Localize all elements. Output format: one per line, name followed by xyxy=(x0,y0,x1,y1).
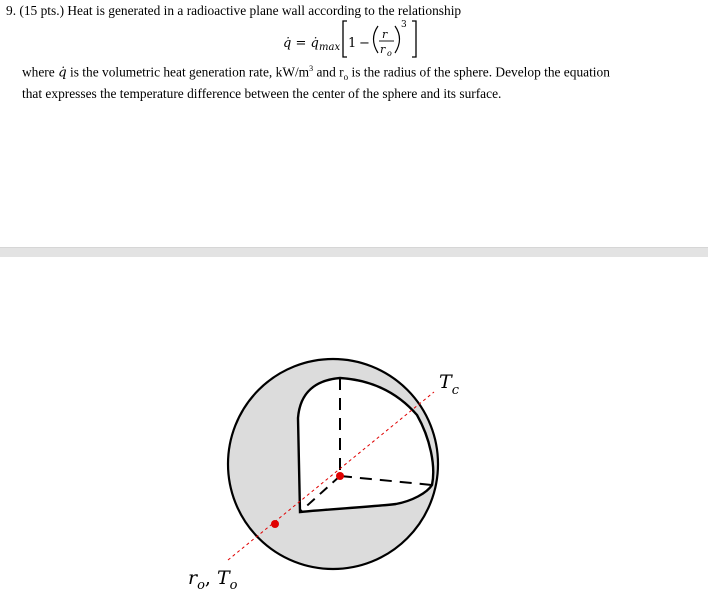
equation-exponent: 3 xyxy=(401,20,407,30)
center-temperature-label: $T_c$ xyxy=(439,371,459,398)
equation-lhs: q̇ = q̇ xyxy=(283,36,319,51)
equation-max-subscript: max xyxy=(319,42,341,53)
description-line-1: where q̇ is the volumetric heat generation rate, $kW/m^3$ and $r_o$ is the radius of the sphere. Develop the equation xyxy=(22,64,610,83)
heat-generation-equation xyxy=(0,0,708,70)
equation-minus: − xyxy=(359,36,370,51)
left-parenthesis xyxy=(374,26,379,53)
fraction-numerator: r xyxy=(382,28,388,41)
problem-header-text: 9. (15 pts.) Heat is generated in a radioactive plane wall according to the relationship xyxy=(6,3,462,18)
right-square-bracket xyxy=(412,21,416,57)
left-square-bracket xyxy=(343,21,347,57)
surface-point xyxy=(271,520,279,528)
center-point xyxy=(336,472,344,480)
right-parenthesis xyxy=(395,26,400,53)
problem-description xyxy=(22,61,610,102)
qdot-symbol: q̇ xyxy=(58,65,67,81)
surface-radius-temperature-label: $r_o$, $T_o$ xyxy=(188,567,238,593)
sphere-figure xyxy=(0,256,708,601)
fraction-denominator: r xyxy=(380,43,386,56)
equation-one: 1 xyxy=(348,36,357,51)
description-line-2: that expresses the temperature difference between the center of the sphere and its surface. xyxy=(22,85,502,101)
fraction-denominator-subscript: o xyxy=(387,49,392,58)
